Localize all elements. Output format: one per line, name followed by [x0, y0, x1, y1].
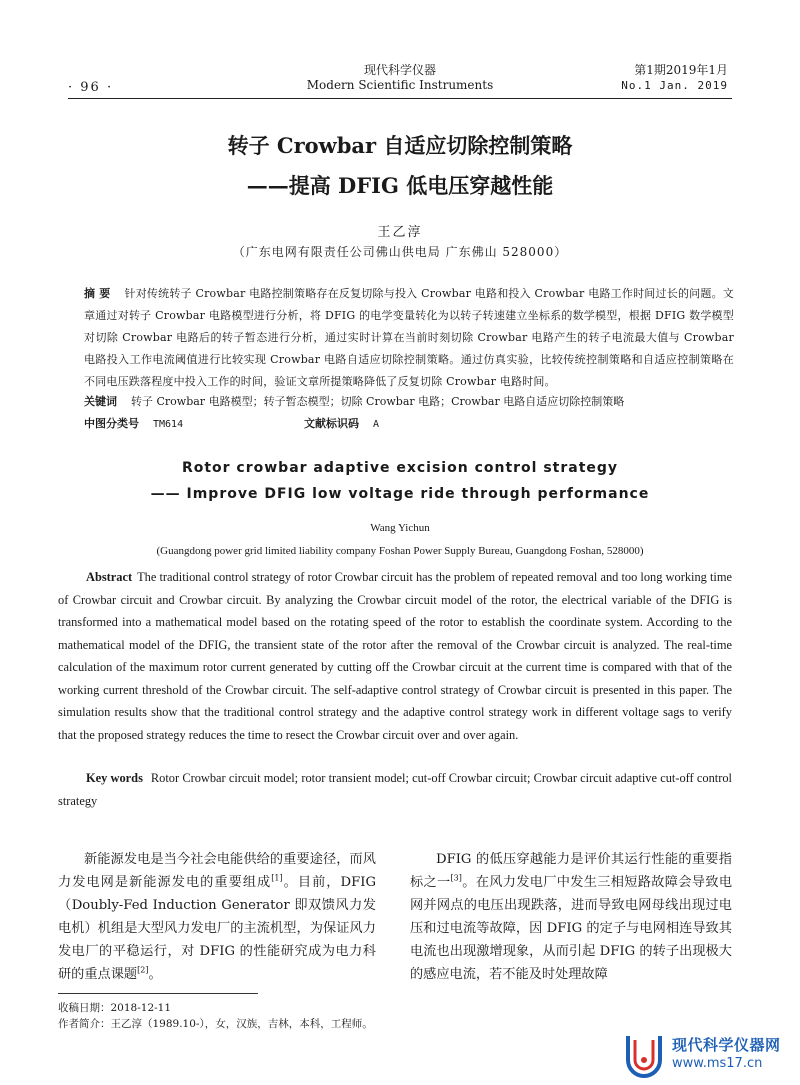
watermark-url: www.ms17.cn — [672, 1056, 763, 1071]
footnote-rule — [58, 993, 258, 994]
keywords-cn — [84, 393, 734, 411]
body-text: 。 — [148, 967, 162, 982]
affiliation-cn: （广东电网有限责任公司佛山供电局 广东佛山 528000） — [232, 245, 568, 259]
footnote-author: 作者简介：王乙淳（1989.10-），女，汉族，吉林，本科，工程师。 — [58, 1018, 373, 1030]
watermark-logo-icon — [620, 1030, 668, 1078]
body-text: 。在风力发电厂中发生三相短路故障会导致电网并网点的电压出现跌落，进而导致电网母线出现过电压和过电流等故障，因 DFIG 的定子与电网相连导致其电流也出现激增现象，从而引起 DFIG 的转子出现极大的感应电流，若不能及时处理故障 — [410, 875, 733, 982]
classification-label: 中图分类号 — [84, 417, 139, 430]
body-text: 新能源发电是当今社会电能供给的重要途径，而风力发电网是新能源发电的重要组成 — [58, 852, 376, 890]
issue-cn: 第1期2019年1月 — [634, 63, 728, 77]
header-rule — [68, 98, 732, 99]
abstract-en-text: The traditional control strategy of rotor Crowbar circuit has the problem of repeated removal and too long working time of Crowbar circuit and Crowbar circuit. By analyzing the Crowbar circuit model of the rotor, the electrical variable of the DFIG is transformed into a mathematical model based on the rotating speed of the rotor to establish the coordinate system. According to the mathematical model of the DFIG, the transient state of the rotor after the removal of the Crowbar circuit is analyzed. The real-time calculation of the maximum rotor current generated by cutting off the Crowbar circuit at the current time is compared with that of the working current threshold of the Crowbar circuit. The self-adaptive control strategy of Crowbar circuit is presented in this paper. The simulation results show that the traditional control strategy and the adaptive control strategy work in different voltage sags to verify that the proposed strategy reduces the time to resect the Crowbar circuit over and over again. — [58, 570, 732, 742]
keywords-cn-label: 关键词 — [84, 395, 117, 408]
journal-name-en: Modern Scientific Instruments — [306, 78, 494, 92]
body-column-right — [410, 848, 732, 986]
keywords-en — [58, 767, 732, 812]
abstract-en-label: Abstract — [86, 570, 133, 584]
abstract-cn-text: 针对传统转子 Crowbar 电路控制策略存在反复切除与投入 Crowbar 电路和投入 Crowbar 电路工作时间过长的问题。文章通过对转子 Crowbar 电路模型进行分析，将 DFIG 的电学变量转化为以转子转速建立坐标系的数学模型，根据 DFIG 数学模型对切除 Crowbar 电路后的转子暂态进行分析，通过实时计算在当前时刻切除 Crowbar 电路产生的转子电流最大值与 Crowbar 电路投入工作电流阈值进行比较实现 Crowbar 电路自适应切除控制策略。通过仿真实验，比较传统控制策略和自适应控制策略在不同电压跌落程度中投入工作的时间，验证文章所提策略降低了反复切除 Crowbar 电路时间。 — [84, 287, 735, 388]
body-text: 。目前，DFIG（Doubly-Fed Induction Generator 即双馈风力发电机）机组是大型风力发电厂的主流机型，为保证风力发电厂的平稳运行，对 DFIG 的性能研究成为电力科研的重点课题 — [58, 875, 376, 982]
journal-name-cn: 现代科学仪器 — [363, 63, 436, 77]
watermark — [620, 1028, 790, 1080]
doccode-label: 文献标识码 — [304, 417, 359, 430]
body-text: DFIG 的低压穿越能力是评价其运行性能的重要指标之一 — [410, 852, 732, 890]
classification-cn — [84, 415, 183, 434]
body-column-left — [58, 848, 376, 986]
affiliation-en: (Guangdong power grid limited liability company Foshan Power Supply Bureau, Guangdong Foshan, 528000) — [156, 545, 644, 557]
footnote-received: 收稿日期：2018-12-11 — [58, 1002, 172, 1014]
issue-info — [621, 63, 728, 93]
citation: [1] — [271, 873, 283, 883]
citation: [2] — [137, 965, 149, 975]
watermark-name: 现代科学仪器网 — [672, 1036, 781, 1054]
citation: [3] — [450, 873, 462, 883]
doccode-value: A — [373, 419, 380, 430]
title-en: Rotor crowbar adaptive excision control strategy — [181, 460, 619, 476]
doccode-cn — [304, 415, 379, 434]
page-number: · 96 · — [68, 80, 114, 95]
keywords-en-label: Key words — [86, 771, 143, 785]
classification-value: TM614 — [153, 419, 184, 430]
author-en: Wang Yichun — [370, 522, 430, 534]
subtitle-en: —— Improve DFIG low voltage ride through performance — [150, 486, 650, 502]
subtitle-cn: ——提高 DFIG 低电压穿越性能 — [246, 173, 554, 198]
abstract-cn-label: 摘 要 — [84, 287, 111, 300]
abstract-en — [58, 566, 732, 746]
title-cn: 转子 Crowbar 自适应切除控制策略 — [227, 133, 573, 158]
abstract-cn — [84, 283, 734, 393]
author-cn: 王乙淳 — [377, 225, 423, 240]
keywords-en-text: Rotor Crowbar circuit model; rotor transient model; cut-off Crowbar circuit; Crowbar circuit adaptive cut-off control strategy — [58, 771, 732, 808]
issue-en: No.1 Jan. 2019 — [621, 79, 728, 92]
keywords-cn-text: 转子 Crowbar 电路模型；转子暂态模型；切除 Crowbar 电路；Crowbar 电路自适应切除控制策略 — [131, 395, 625, 408]
